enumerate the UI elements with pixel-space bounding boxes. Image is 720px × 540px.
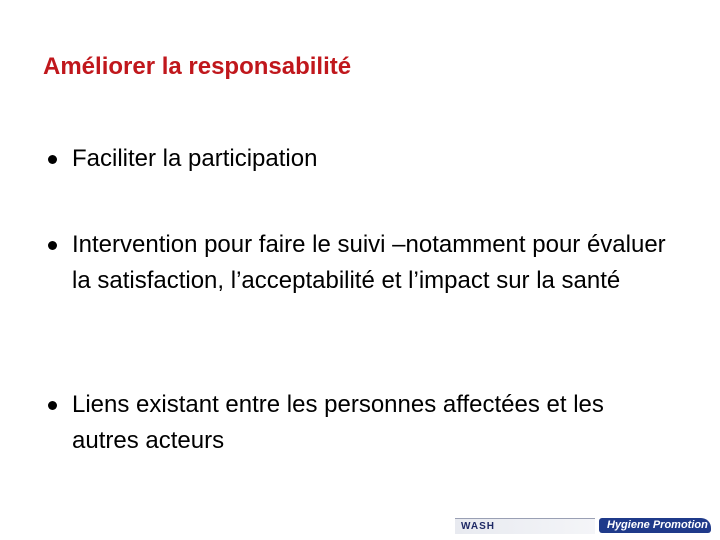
bullet-text: Faciliter la participation <box>72 145 318 172</box>
hygiene-promotion-badge <box>599 518 711 533</box>
slide-title: Améliorer la responsabilité <box>43 53 352 80</box>
bullet-dot-icon <box>48 155 57 164</box>
bullet-text: Liens existant entre les personnes affectées et les autres acteurs <box>72 391 604 454</box>
wash-label: WASH <box>461 521 495 532</box>
bullet-text: Intervention pour faire le suivi –notamment pour évaluer la satisfaction, l’acceptabilité et l’impact sur la santé <box>72 231 666 294</box>
hygiene-promotion-label: Hygiene Promotion <box>607 519 708 531</box>
bullet-dot-icon <box>48 241 57 250</box>
bullet-dot-icon <box>48 401 57 410</box>
wash-footer-bar <box>455 518 595 534</box>
